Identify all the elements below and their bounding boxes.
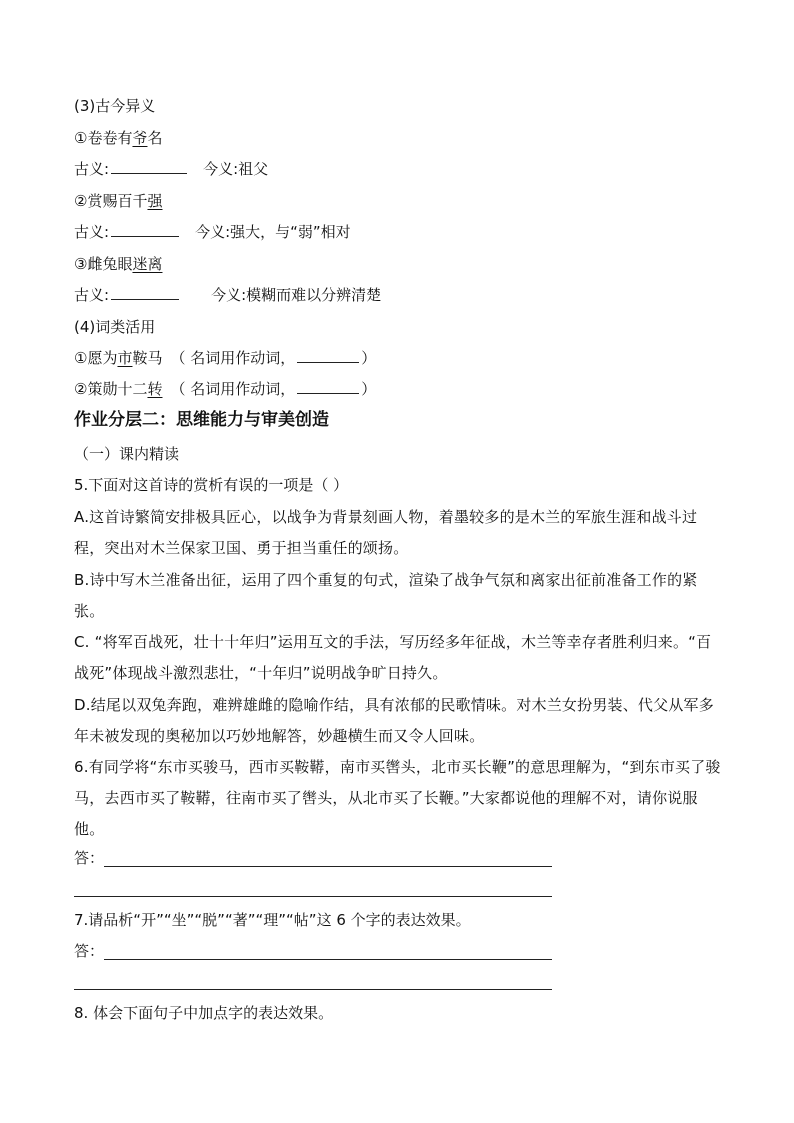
reading-subheading: （一）课内精读 [74,445,180,463]
item-4-1 [74,348,376,368]
question-6-stem: 6.有同学将“东市买骏马，西市买鞍鞯，南市买辔头，北市买长鞭”的意思理解为，“到东市买了骏马，去西市买了鞍鞯，往南市买了辔头，从北市买了长鞭。”大家都说他的理解不对，请你说服他。 [74,758,721,838]
answer-blank[interactable] [297,379,359,394]
question-8-stem: 8. 体会下面句子中加点字的表达效果。 [74,1004,334,1022]
item-number: ① [74,129,88,147]
answer-blank[interactable] [111,159,187,174]
answer-line[interactable] [74,896,552,897]
item-3-1 [74,128,163,148]
item-text: 愿为 [87,349,118,367]
answer-blank[interactable] [297,348,359,363]
modern-meaning: 今义:强大，与“弱”相对 [195,223,351,241]
item-number: ③ [74,255,88,273]
key-word: 迷离 [132,255,163,273]
question-5-stem: 5.下面对这首诗的赏析有误的一项是（ ） [74,476,349,494]
item-number: ② [74,192,88,210]
item-4-2 [74,379,376,399]
item-text: 赏赐百千 [87,192,148,210]
item-text: 策勋十二 [87,380,148,398]
item-note: ） [361,349,377,367]
item-number: ① [74,349,88,367]
answer-line[interactable] [104,866,552,867]
question-5-option-a: A.这首诗繁简安排极具匠心，以战争为背景刻画人物，着墨较多的是木兰的军旅生涯和战斗过程，突出对木兰保家卫国、勇于担当重任的颂扬。 [74,508,698,557]
section-3-title: (3)古今异义 [74,97,156,115]
answer-line[interactable] [74,989,552,990]
item-3-3-meanings [74,285,381,305]
key-word: 转 [147,380,163,398]
question-5-option-d: D.结尾以双兔奔跑，难辨雄雌的隐喻作结，具有浓郁的民歌情味。对木兰女扮男装、代父从军多年未被发现的奥秘加以巧妙地解答，妙趣横生而又令人回味。 [74,696,714,745]
answer-blank[interactable] [111,222,179,237]
item-note: ） [361,380,377,398]
layer-2-heading: 作业分层二：思维能力与审美创造 [74,410,329,430]
modern-meaning: 今义:模糊而难以分辨清楚 [211,286,382,304]
item-text: 鞍马 [132,349,163,367]
question-5-option-b: B.诗中写木兰准备出征，运用了四个重复的句式，渲染了战争气氛和离家出征前准备工作的紧张。 [74,571,698,620]
item-3-2-meanings [74,222,351,242]
section-4-title: (4)词类活用 [74,318,156,336]
item-3-1-meanings [74,159,268,179]
item-text: 卷卷有 [87,129,133,147]
answer-blank[interactable] [111,285,179,300]
question-7-answer-label: 答： [74,942,105,960]
key-word: 爷 [132,129,148,147]
ancient-meaning-label: 古义: [74,160,110,178]
item-text: 雌兔眼 [87,255,133,273]
item-3-2 [74,191,162,211]
key-word: 市 [117,349,133,367]
ancient-meaning-label: 古义: [74,286,110,304]
item-3-3 [74,254,162,274]
key-word: 强 [147,192,163,210]
item-number: ② [74,380,88,398]
modern-meaning: 今义:祖父 [203,160,269,178]
item-note: （ 名词用作动词， [170,349,296,367]
answer-line[interactable] [104,959,552,960]
question-6-answer-label: 答： [74,849,105,867]
question-5-option-c: C. “将军百战死，壮十十年归”运用互文的手法，写历经多年征战，木兰等幸存者胜利归来。“百战死”体现战斗激烈悲壮，“十年归”说明战争旷日持久。 [74,633,712,682]
item-text: 名 [147,129,163,147]
ancient-meaning-label: 古义: [74,223,110,241]
item-note: （ 名词用作动词， [170,380,296,398]
question-7-stem: 7.请品析“开”“坐”“脱”“著”“理”“帖”这 6 个字的表达效果。 [74,911,471,929]
